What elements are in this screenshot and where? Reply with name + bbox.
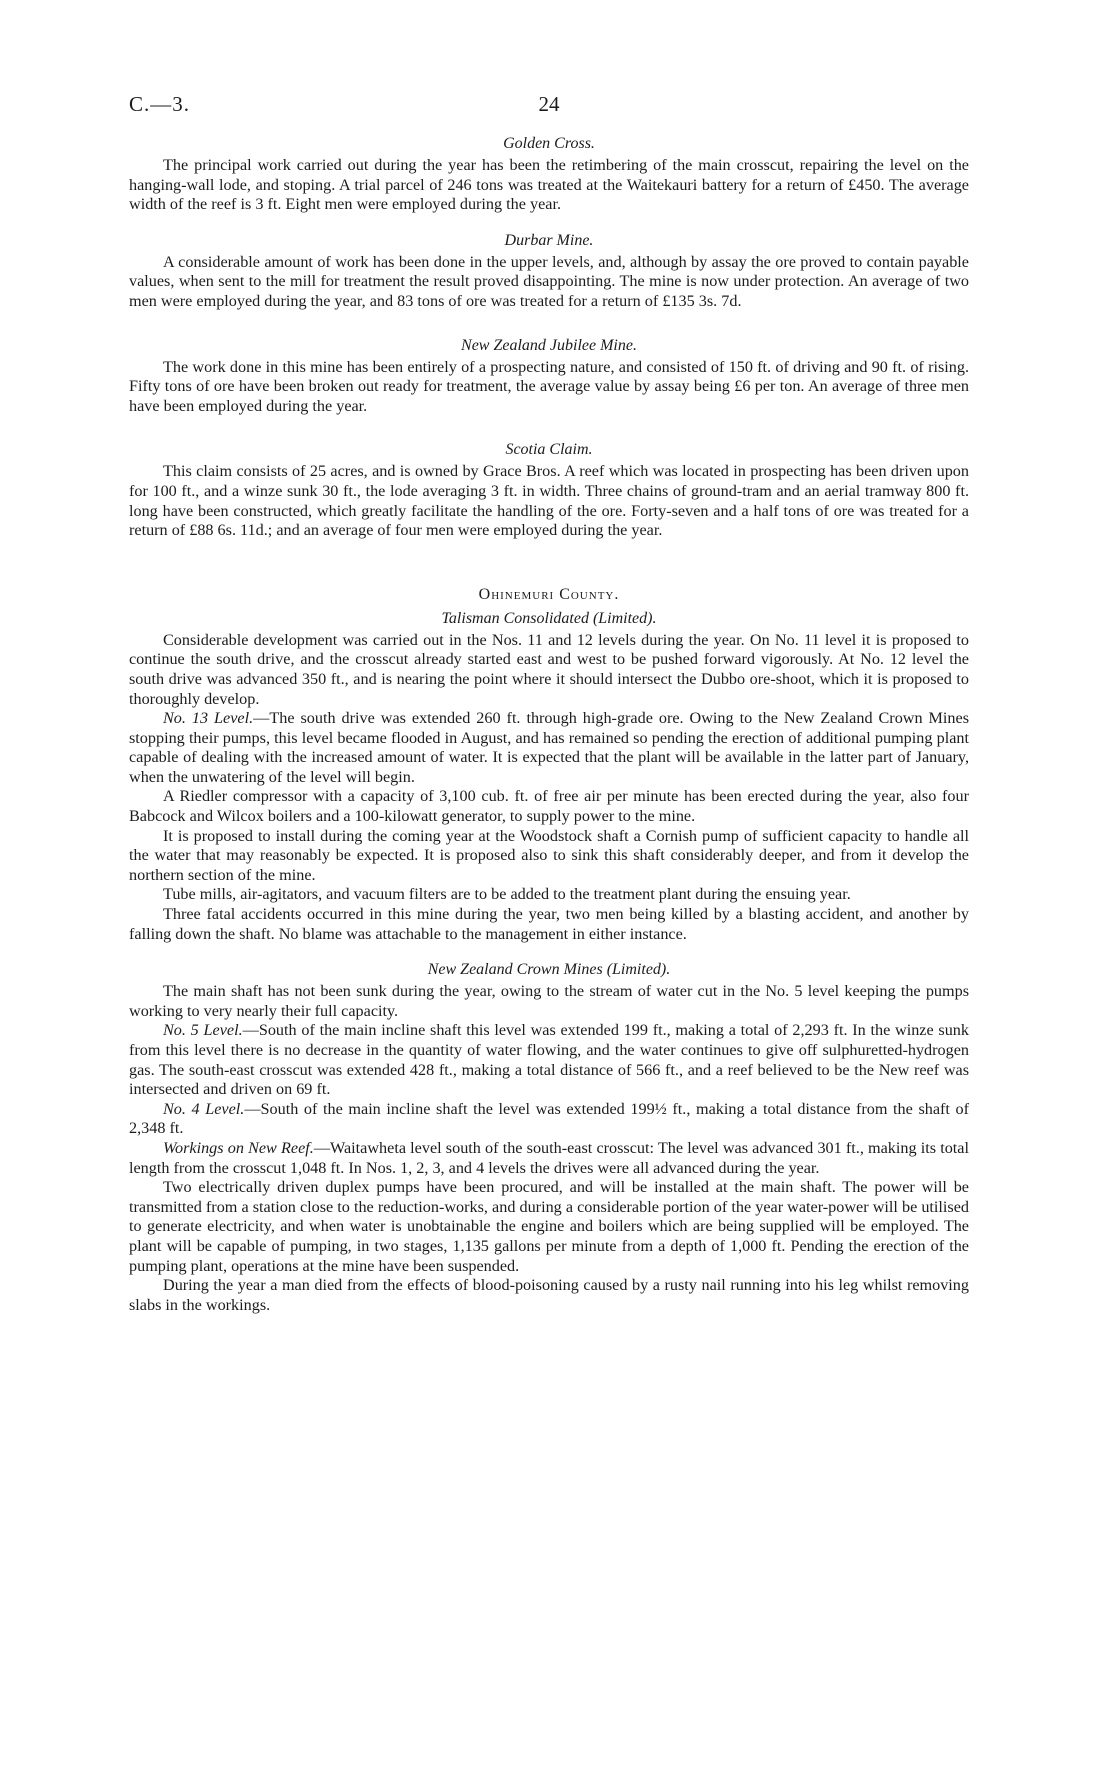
county-heading: Ohinemuri County.: [478, 585, 620, 603]
section-golden-cross: [129, 134, 969, 215]
section-talisman: [129, 609, 969, 945]
paragraph: It is proposed to install during the coming year at the Woodstock shaft a Cornish pump of sufficient capacity to handle all the water that may reasonably be expected. It is proposed also to sink this shaft considerably deeper, and from it develop the northern section of the mine.: [129, 826, 969, 884]
paragraph: The work done in this mine has been entirely of a prospecting nature, and consisted of 150 ft. of driving and 90 ft. of rising. Fifty tons of ore have been broken out ready for treatment, the average value by assay being £6 per ton. An average of three men have been employed during the year.: [129, 357, 969, 415]
paragraph-lead: No. 13 Level.: [163, 709, 254, 728]
paragraph: Three fatal accidents occurred in this mine during the year, two men being killed by a blasting accident, and another by falling down the shaft. No blame was attachable to the management in either instance.: [129, 905, 969, 943]
paragraph: [129, 1021, 969, 1099]
paragraph: During the year a man died from the effects of blood-poisoning caused by a rusty nail running into his leg whilst removing slabs in the workings.: [129, 1276, 969, 1314]
section-durbar-mine: [129, 231, 969, 312]
paragraph-text: —The south drive was extended 260 ft. through high-grade ore. Owing to the New Zealand Crown Mines stopping their pumps, this level became flooded in August, and has remained so pending the erection of additional pumping plant capable of dealing with the increased amount of water. It is expected that the plant will be available in the latter part of January, when the unwatering of the level will begin.: [129, 709, 970, 786]
page-number: 24: [538, 92, 560, 116]
running-header: [129, 92, 969, 122]
paragraph-lead: Workings on New Reef.: [163, 1138, 314, 1157]
paragraph: Two electrically driven duplex pumps have been procured, and will be installed at the main shaft. The power will be transmitted from a station close to the reduction-works, and during a considerable portion of the year water-power will be utilised to generate electricity, and when water is unobtainable the engine and boilers which are being supplied will be employed. The plant will be capable of pumping, in two stages, 1,135 gallons per minute from a depth of 1,000 ft. Pending the erection of the pumping plant, operations at the mine have been suspended.: [129, 1178, 969, 1275]
paragraph: This claim consists of 25 acres, and is owned by Grace Bros. A reef which was located in prospecting has been driven upon for 100 ft., and a winze sunk 30 ft., the lode averaging 3 ft. in width. Three chains of ground-tram and an aerial tramway 800 ft. long have been constructed, which greatly facilitate the handling of the ore. Forty-seven and a half tons of ore was treated for a return of £88 6s. 11d.; and an average of four men were employed during the year.: [129, 462, 969, 540]
paragraph-lead: No. 4 Level.: [163, 1099, 245, 1118]
paragraph: [129, 709, 969, 787]
paragraph: A considerable amount of work has been done in the upper levels, and, although by assay the ore proved to contain payable values, when sent to the mill for treatment the result proved disappointing. The mine is now under protection. An average of two men were employed during the year, and 83 tons of ore was treated for a return of £135 3s. 7d.: [129, 252, 969, 310]
report-reference: C.—3.: [129, 92, 191, 116]
paragraph: A Riedler compressor with a capacity of 3,100 cub. ft. of free air per minute has been erected during the year, also four Babcock and Wilcox boilers and a 100-kilowatt generator, to supply power to the mine.: [129, 787, 969, 826]
paragraph-text: —Waitawheta level south of the south-east crosscut: The level was advanced 301 ft., making its total length from the crosscut 1,048 ft. In Nos. 1, 2, 3, and 4 levels the drives were all advanced during the year.: [129, 1138, 969, 1177]
paragraph-lead: No. 5 Level.: [163, 1021, 243, 1040]
paragraph: [129, 1139, 969, 1178]
paragraph: The main shaft has not been sunk during the year, owing to the stream of water cut in the No. 5 level keeping the pumps working to very nearly their full capacity.: [129, 982, 969, 1020]
paragraph: Considerable development was carried out in the Nos. 11 and 12 levels during the year. On No. 11 level it is proposed to continue the south drive, and the crosscut already started east and west to be pushed forward vigorously. At No. 12 level the south drive was advanced 350 ft., and is nearing the point where it should intersect the Dubbo ore-shoot, which it is proposed to thoroughly develop.: [129, 630, 969, 708]
paragraph: Tube mills, air-agitators, and vacuum filters are to be added to the treatment plant during the ensuing year.: [163, 885, 851, 904]
section-nz-jubilee-mine: [129, 336, 969, 417]
paragraph: The principal work carried out during the year has been the retimbering of the main crosscut, repairing the level on the hanging-wall lode, and stoping. A trial parcel of 246 tons was treated at the Waitekauri battery for a return of £450. The average width of the reef is 3 ft. Eight men were employed during the year.: [129, 156, 969, 214]
section-heading: New Zealand Jubilee Mine.: [461, 336, 637, 354]
section-heading: New Zealand Crown Mines (Limited).: [427, 961, 671, 979]
section-heading: Scotia Claim.: [505, 441, 593, 459]
section-heading: Talisman Consolidated (Limited).: [441, 609, 657, 627]
paragraph-text: —South of the main incline shaft the level was extended 199½ ft., making a total distance from the shaft of 2,348 ft.: [129, 1099, 969, 1138]
paragraph: [129, 1100, 969, 1139]
section-heading: Durbar Mine.: [504, 231, 594, 249]
paragraph-text: —South of the main incline shaft this level was extended 199 ft., making a total of 2,293 ft. In the winze sunk from this level there is no decrease in the quantity of water flowing, and the water continues to give off sulphuretted-hydrogen gas. The south-east crosscut was extended 428 ft., making a total distance of 566 ft., and a reef believed to be the New reef was intersected and driven on 69 ft.: [129, 1021, 969, 1099]
section-scotia-claim: [129, 440, 969, 540]
section-nz-crown-mines: [129, 960, 969, 1315]
section-heading: Golden Cross.: [503, 135, 595, 152]
document-page: [129, 92, 969, 1315]
